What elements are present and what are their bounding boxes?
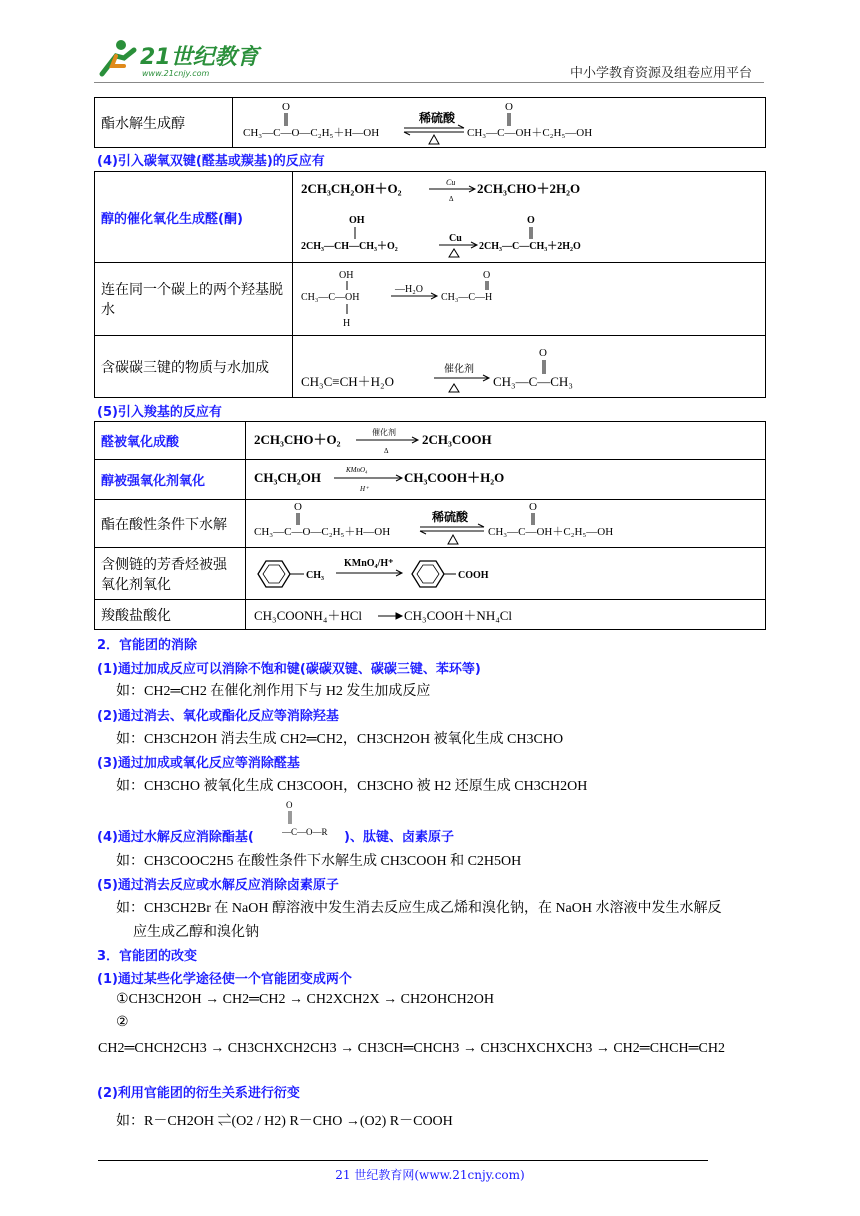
equation-cell (246, 600, 766, 630)
carboxylate-acidification-equation (252, 602, 752, 628)
row-label: 醇的催化氧化生成醛(酮) (95, 172, 293, 263)
s3-chain-2: CH2═CHCH2CH3 → CH3CHXCH2CH3 → CH3CH═CHCH3 → CH3CHXCHXCH3 → CH2═CHCH═CH2 (98, 1041, 725, 1056)
row-label: 酯在酸性条件下水解 (95, 500, 246, 548)
svg-text:催化剂: 催化剂 (444, 363, 474, 375)
s2-point-4-example: 如：CH3COOC2H5 在酸性条件下水解生成 CH3COOH 和 C2H5OH (116, 854, 522, 869)
equation-cell (246, 500, 766, 548)
logo-url: www.21cnjy.com (142, 69, 210, 78)
svg-text:O: O (529, 500, 537, 513)
svg-text:O: O (286, 800, 293, 810)
platform-title: 中小学教育资源及组卷应用平台 (570, 66, 753, 81)
svg-text:O: O (282, 100, 290, 113)
svg-text:O: O (539, 346, 547, 359)
row-label: 羧酸盐酸化 (95, 600, 246, 630)
s2-point-2-title: (2)通过消去、氧化或酯化反应等消除羟基 (97, 709, 339, 724)
svg-text:O: O (505, 100, 513, 113)
ester-hydrolysis-equation (239, 100, 759, 146)
svg-text:CH₃C≡CH＋H₂O: CH₃C≡CH＋H₂O (301, 373, 394, 389)
equation-cell (293, 172, 766, 263)
ester-acid-hydrolysis-equation (252, 501, 752, 547)
svg-text:2CH₃COOH: 2CH₃COOH (422, 431, 492, 447)
svg-text:O: O (294, 500, 302, 513)
row-label: 醇被强氧化剂氧化 (95, 460, 246, 500)
equation-cell (233, 98, 766, 148)
s2-point-1-title: (1)通过加成反应可以消除不饱和键(碳碳双键、碳碳三键、苯环等) (97, 662, 481, 677)
svg-text:Cu: Cu (446, 178, 456, 187)
s3-chain-2-label: ② (116, 1015, 129, 1030)
equation-cell (293, 263, 766, 336)
svg-text:CH₃COOH＋H₂O: CH₃COOH＋H₂O (404, 469, 505, 485)
s2-point-5-example-line2: 应生成乙醇和溴化钠 (133, 925, 259, 940)
header-divider (94, 82, 764, 83)
toluene-oxidation-equation (252, 549, 752, 599)
s2-point-1-example: 如：CH2═CH2 在催化剂作用下与 H2 发生加成反应 (116, 684, 431, 699)
row-label: 含侧链的芳香烃被强氧化剂氧化 (95, 548, 246, 600)
row-label: 酯水解生成醇 (95, 98, 233, 148)
section-5-title: (5)引入羧基的反应有 (97, 405, 222, 420)
s3-chain-1: ①CH3CH2OH → CH2═CH2 → CH2XCH2X → CH2OHCH2OH (116, 992, 494, 1007)
logo-text: 21世纪教育 (140, 45, 259, 70)
svg-text:CH₃—C—O—C₂H₅＋H—OH: CH₃—C—O—C₂H₅＋H—OH (243, 126, 380, 139)
table-carboxyl (94, 421, 766, 630)
equation-cell (246, 548, 766, 600)
svg-text:2CH₃CH₂OH＋O₂: 2CH₃CH₂OH＋O₂ (301, 181, 402, 196)
svg-text:2CH₃—C—CH₃＋2H₂O: 2CH₃—C—CH₃＋2H₂O (479, 241, 581, 252)
aldehyde-oxidation-equation (252, 423, 752, 459)
svg-text:催化剂: 催化剂 (372, 427, 396, 437)
svg-text:CH₃—C—CH₃: CH₃—C—CH₃ (493, 373, 573, 389)
svg-text:OH: OH (339, 270, 354, 281)
svg-text:CH₃—C—O—C₂H₅＋H—OH: CH₃—C—O—C₂H₅＋H—OH (254, 525, 391, 538)
svg-text:CH₃—C—OH＋C₂H₅—OH: CH₃—C—OH＋C₂H₅—OH (488, 525, 614, 538)
s2-point-3-title: (3)通过加成或氧化反应等消除醛基 (97, 756, 300, 771)
equation-cell (246, 460, 766, 500)
s3-point-2-title: (2)利用官能团的衍生关系进行衍变 (97, 1086, 300, 1101)
svg-text:Δ: Δ (449, 195, 454, 203)
svg-text:2CH₃CHO＋2H₂O: 2CH₃CHO＋2H₂O (477, 181, 581, 196)
equation-cell (293, 336, 766, 398)
section-4-title: (4)引入碳氧双键(醛基或羰基)的反应有 (97, 154, 325, 169)
svg-text:CH₃—C—OH＋C₂H₅—OH: CH₃—C—OH＋C₂H₅—OH (467, 126, 593, 139)
svg-text:CH₃CH₂OH: CH₃CH₂OH (254, 469, 322, 485)
s3-point-1-title: (1)通过某些化学途径使一个官能团变成两个 (97, 972, 352, 987)
equation-cell (246, 422, 766, 460)
svg-text:H: H (343, 318, 351, 329)
svg-text:OH: OH (349, 215, 365, 226)
svg-text:—C—O—R: —C—O—R (282, 827, 328, 837)
svg-text:2CH₃—CH—CH₃＋O₂: 2CH₃—CH—CH₃＋O₂ (301, 241, 398, 252)
row-label: 醛被氧化成酸 (95, 422, 246, 460)
s2-point-4-title-a: (4)通过水解反应消除酯基( (97, 830, 254, 845)
row-label: 含碳碳三键的物质与水加成 (95, 336, 293, 398)
svg-text:—H₂O: —H₂O (395, 284, 423, 295)
s2-point-4-title-b: )、肽键、卤素原子 (344, 830, 454, 845)
svg-text:CH₃—C—OH: CH₃—C—OH (301, 292, 360, 303)
s2-point-5-example-line1: 如：CH3CH2Br 在 NaOH 醇溶液中发生消去反应生成乙烯和溴化钠，在 NaOH 水溶液中发生水解反 (116, 901, 722, 916)
s2-point-3-example: 如：CH3CHO 被氧化生成 CH3COOH，CH3CHO 被 H2 还原生成 CH3CH2OH (116, 779, 588, 794)
footer-text[interactable]: 21 世纪教育网(www.21cnjy.com) (335, 1168, 525, 1182)
table-carbonyl (94, 171, 766, 398)
section-3-title: 3．官能团的改变 (97, 949, 198, 964)
site-logo (94, 36, 264, 78)
alcohol-strong-oxidation-equation (252, 461, 752, 499)
svg-text:CH₃: CH₃ (306, 569, 324, 581)
s3-point-2-example: 如：R－CH2OH ⇌(O2 / H2) R－CHO →(O2) R－COOH (116, 1114, 453, 1129)
svg-text:KMnO₄: KMnO₄ (346, 465, 368, 474)
alkyne-hydration-equation (299, 338, 759, 396)
diol-dehydration-equation (299, 264, 759, 334)
s2-point-2-example: 如：CH3CH2OH 消去生成 CH2═CH2，CH3CH2OH 被氧化生成 CH3CHO (116, 732, 564, 747)
svg-text:H⁺: H⁺ (360, 484, 369, 493)
table-ester-hydrolysis (94, 97, 766, 148)
ester-group-icon (282, 798, 344, 842)
catalyst-label: 稀硫酸 (419, 110, 456, 125)
svg-text:O: O (483, 270, 491, 281)
footer-divider (98, 1160, 708, 1161)
row-label: 连在同一个碳上的两个羟基脱水 (95, 263, 293, 336)
svg-text:2CH₃CHO＋O₂: 2CH₃CHO＋O₂ (254, 431, 341, 447)
svg-text:O: O (527, 215, 535, 226)
svg-text:CH₃—C—H: CH₃—C—H (441, 292, 493, 303)
svg-text:稀硫酸: 稀硫酸 (432, 509, 469, 524)
svg-text:Cu: Cu (449, 233, 462, 244)
svg-text:CH₃COOH＋NH₄Cl: CH₃COOH＋NH₄Cl (404, 607, 513, 623)
section-2-title: 2．官能团的消除 (97, 638, 198, 653)
svg-text:COOH: COOH (458, 569, 489, 581)
svg-text:KMnO₄/H⁺: KMnO₄/H⁺ (344, 557, 394, 569)
alcohol-oxidation-equations (299, 173, 759, 261)
s2-point-5-title: (5)通过消去反应或水解反应消除卤素原子 (97, 878, 339, 893)
svg-text:Δ: Δ (384, 446, 389, 455)
svg-text:CH₃COONH₄＋HCl: CH₃COONH₄＋HCl (254, 607, 363, 623)
